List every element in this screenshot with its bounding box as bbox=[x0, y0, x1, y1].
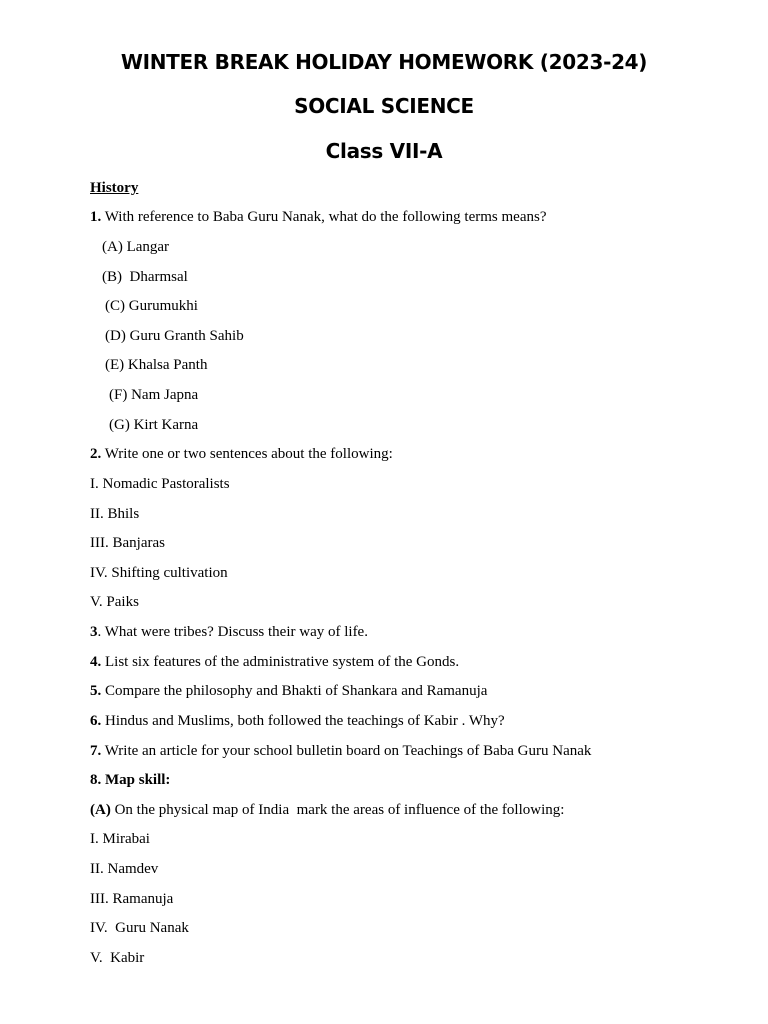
question-1-text: With reference to Baba Guru Nanak, what do the following terms means? bbox=[101, 209, 547, 225]
question-8-title: 8. Map skill: bbox=[90, 772, 171, 788]
question-8-item: III. Ramanuja bbox=[90, 891, 174, 907]
question-6-text: Hindus and Muslims, both followed the teachings of Kabir . Why? bbox=[101, 713, 505, 729]
subject-heading: SOCIAL SCIENCE bbox=[294, 94, 474, 118]
question-7-text: Write an article for your school bulletin board on Teachings of Baba Guru Nanak bbox=[101, 743, 592, 759]
question-1-option: (F) Nam Japna bbox=[109, 387, 199, 403]
question-4 bbox=[90, 653, 459, 671]
question-2-number: 2. bbox=[90, 446, 102, 462]
question-3-text: . What were tribes? Discuss their way of life. bbox=[97, 624, 368, 640]
question-6 bbox=[90, 712, 505, 730]
question-2-item: V. Paiks bbox=[90, 594, 139, 610]
question-2-item: III. Banjaras bbox=[90, 535, 165, 551]
question-8-part-a bbox=[90, 801, 564, 819]
question-8-item: I. Mirabai bbox=[90, 831, 150, 847]
question-8-item: IV. Guru Nanak bbox=[90, 920, 189, 936]
question-8-part-label: (A) bbox=[90, 802, 111, 818]
question-1-option: (B) Dharmsal bbox=[102, 269, 188, 285]
question-2 bbox=[90, 445, 393, 463]
question-1-option: (C) Gurumukhi bbox=[105, 298, 198, 314]
question-1-option: (A) Langar bbox=[102, 239, 170, 255]
question-3 bbox=[90, 623, 368, 641]
question-3-number: 3 bbox=[90, 624, 98, 640]
question-2-item: II. Bhils bbox=[90, 506, 140, 522]
question-1-option: (D) Guru Granth Sahib bbox=[105, 328, 244, 344]
question-2-item: IV. Shifting cultivation bbox=[90, 565, 228, 581]
question-8-heading bbox=[90, 771, 170, 789]
question-6-number: 6. bbox=[90, 713, 102, 729]
question-5 bbox=[90, 682, 487, 700]
question-1 bbox=[90, 208, 546, 226]
question-7 bbox=[90, 742, 591, 760]
document-title: WINTER BREAK HOLIDAY HOMEWORK (2023-24) bbox=[120, 50, 648, 74]
question-1-option: (G) Kirt Karna bbox=[109, 417, 199, 433]
question-2-text: Write one or two sentences about the following: bbox=[101, 446, 393, 462]
question-8-item: II. Namdev bbox=[90, 861, 159, 877]
class-heading: Class VII-A bbox=[325, 139, 443, 163]
section-heading-history: History bbox=[90, 180, 139, 196]
question-1-number: 1. bbox=[90, 209, 102, 225]
question-2-item: I. Nomadic Pastoralists bbox=[90, 476, 230, 492]
question-5-number: 5. bbox=[90, 683, 102, 699]
question-5-text: Compare the philosophy and Bhakti of Shankara and Ramanuja bbox=[101, 683, 488, 699]
question-8-item: V. Kabir bbox=[90, 950, 145, 966]
question-4-text: List six features of the administrative system of the Gonds. bbox=[101, 654, 460, 670]
question-4-number: 4. bbox=[90, 654, 102, 670]
question-1-option: (E) Khalsa Panth bbox=[105, 357, 208, 373]
question-7-number: 7. bbox=[90, 743, 102, 759]
question-8-part-text: On the physical map of India mark the areas of influence of the following: bbox=[110, 802, 565, 818]
